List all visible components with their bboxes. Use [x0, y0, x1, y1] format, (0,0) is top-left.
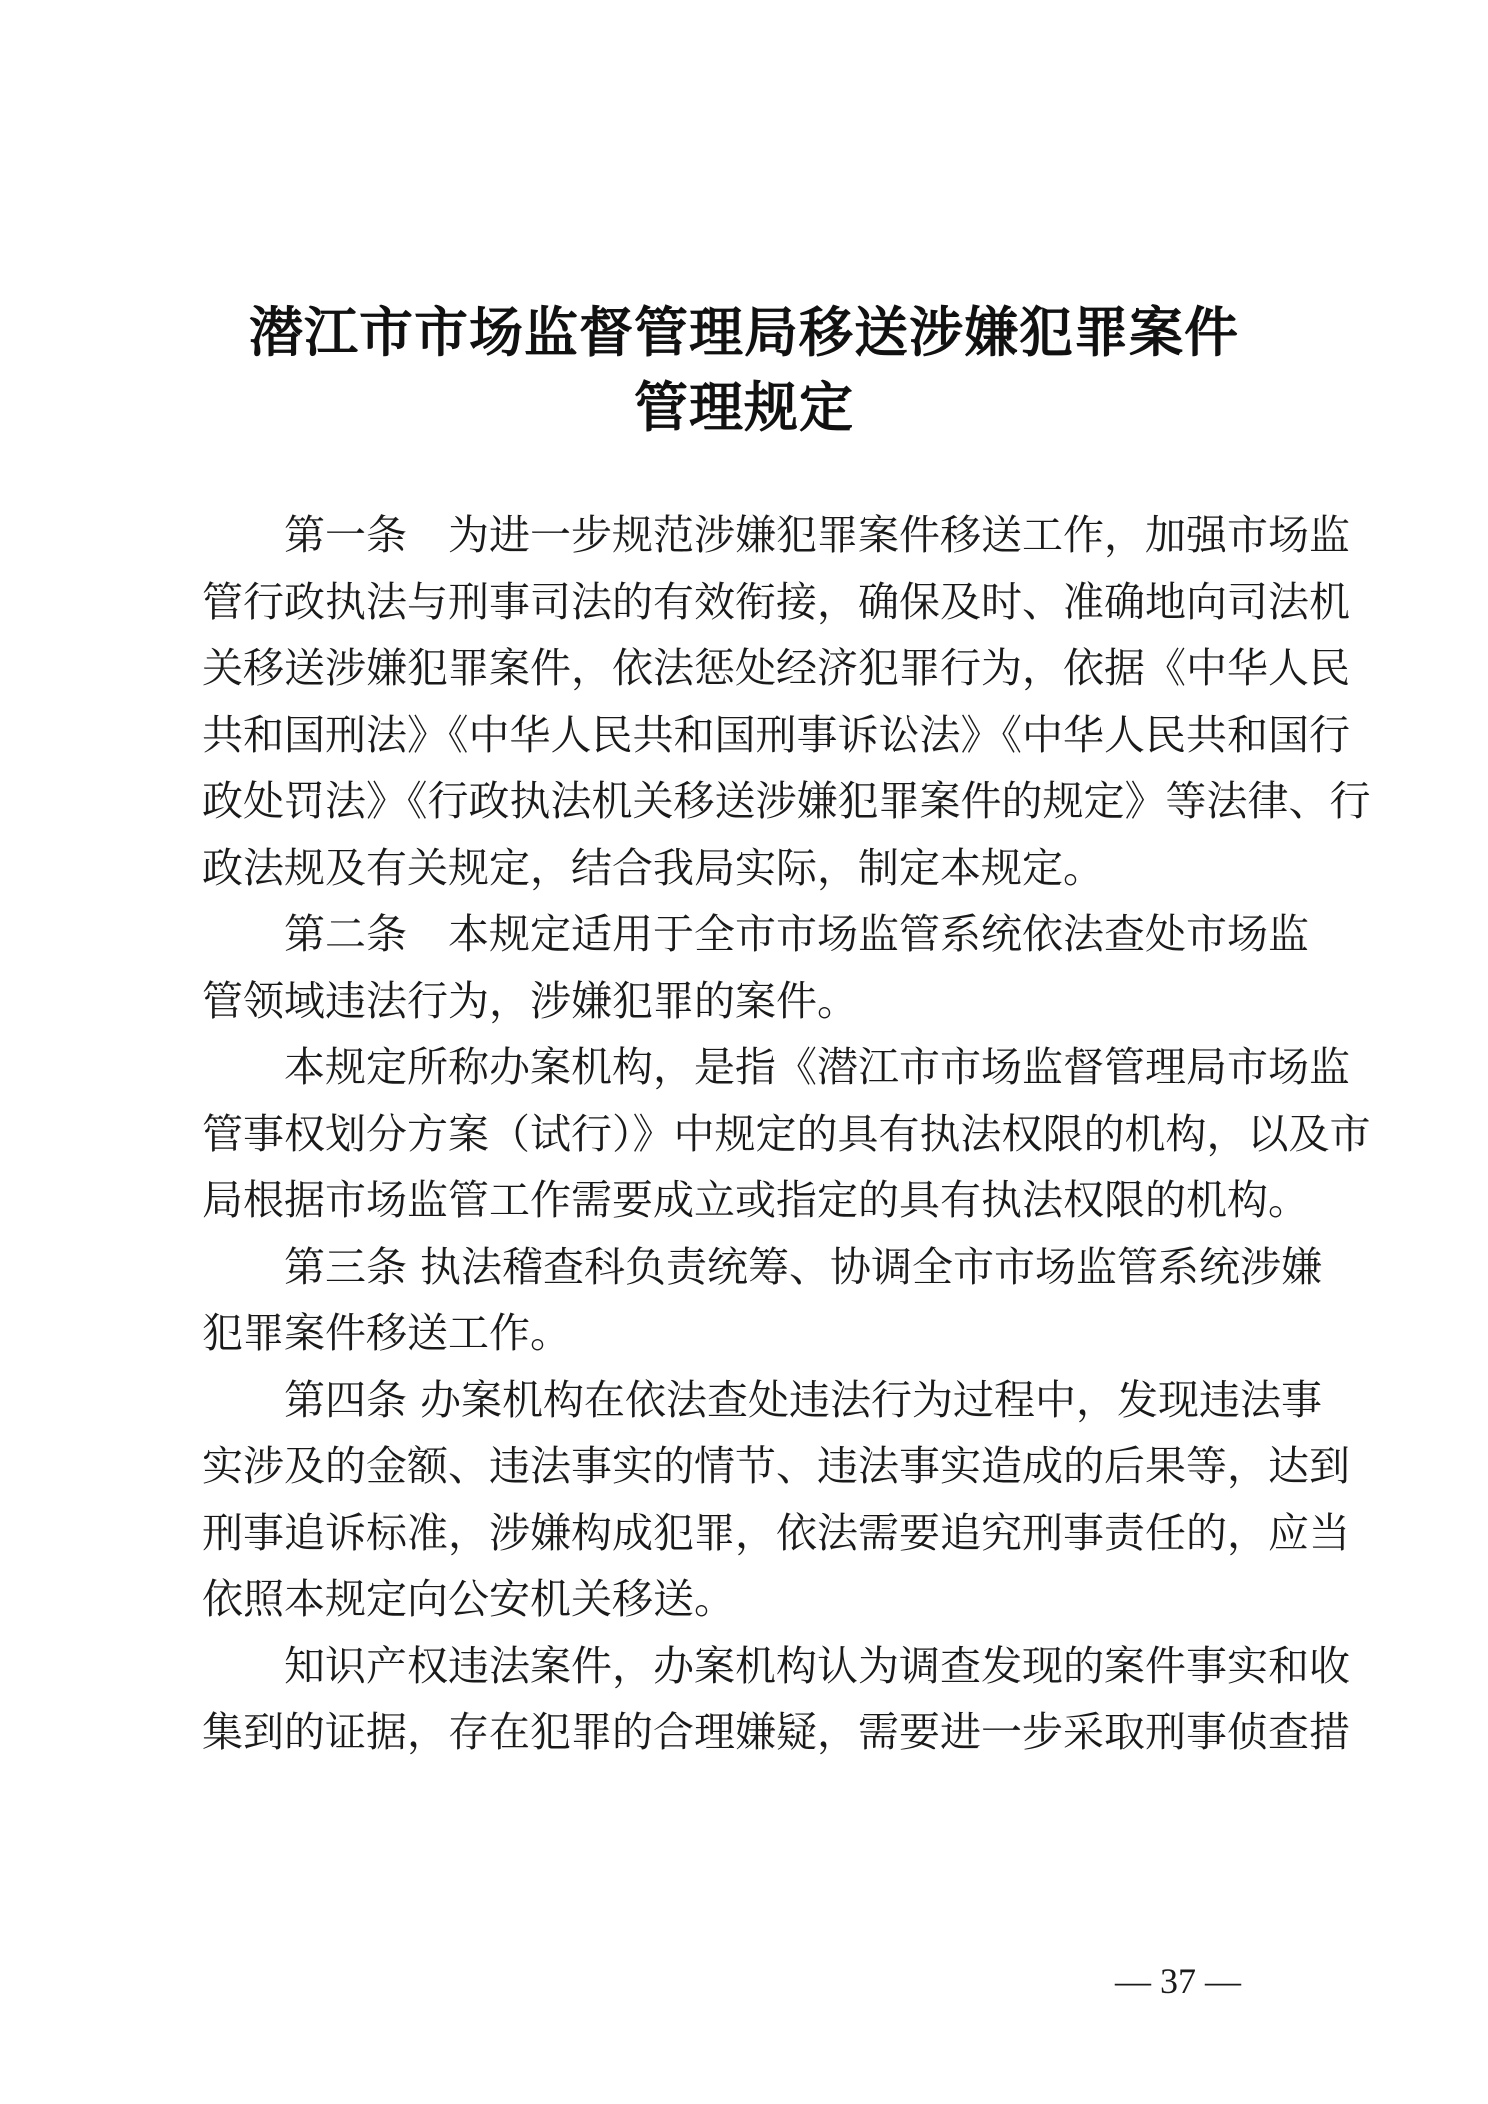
document-body — [202, 502, 1371, 1766]
body-line: 第一条 为进一步规范涉嫌犯罪案件移送工作，加强市场监 — [284, 511, 1350, 559]
body-line: 依照本规定向公安机关移送。 — [202, 1575, 735, 1623]
page-number: — 37 — — [1115, 1961, 1241, 2001]
body-line: 管行政执法与刑事司法的有效衔接，确保及时、准确地向司法机 — [202, 577, 1350, 626]
body-line: 政法规及有关规定，结合我局实际，制定本规定。 — [202, 843, 1104, 892]
body-line: 犯罪案件移送工作。 — [202, 1309, 571, 1357]
body-line: 局根据市场监管工作需要成立或指定的具有执法权限的机构。 — [202, 1176, 1309, 1224]
body-line: 第二条 本规定适用于全市市场监管系统依法查处市场监 — [284, 910, 1309, 958]
document-title-line-2: 管理规定 — [634, 375, 854, 439]
body-line: 管领域违法行为，涉嫌犯罪的案件。 — [202, 976, 858, 1025]
body-line: 关移送涉嫌犯罪案件，依法惩处经济犯罪行为，依据《中华人民 — [202, 644, 1350, 692]
body-line: 知识产权违法案件，办案机构认为调查发现的案件事实和收 — [284, 1641, 1350, 1690]
body-line: 集到的证据，存在犯罪的合理嫌疑，需要进一步采取刑事侦查措 — [202, 1708, 1350, 1756]
body-line: 本规定所称办案机构，是指《潜江市市场监督管理局市场监 — [284, 1043, 1350, 1091]
document-title-line-1: 潜江市市场监督管理局移送涉嫌犯罪案件 — [249, 300, 1239, 364]
body-line: 第三条 执法稽查科负责统筹、协调全市市场监管系统涉嫌 — [284, 1242, 1323, 1291]
body-line: 第四条 办案机构在依法查处违法行为过程中，发现违法事 — [284, 1375, 1323, 1424]
body-line: 政处罚法》《行政执法机关移送涉嫌犯罪案件的规定》等法律、行 — [202, 777, 1371, 825]
body-line: 管事权划分方案（试行）》中规定的具有执法权限的机构，以及市 — [202, 1109, 1371, 1158]
body-line: 实涉及的金额、违法事实的情节、违法事实造成的后果等，达到 — [202, 1442, 1350, 1490]
body-line: 共和国刑法》《中华人民共和国刑事诉讼法》《中华人民共和国行 — [202, 710, 1350, 759]
body-line: 刑事追诉标准，涉嫌构成犯罪，依法需要追究刑事责任的，应当 — [202, 1508, 1350, 1557]
